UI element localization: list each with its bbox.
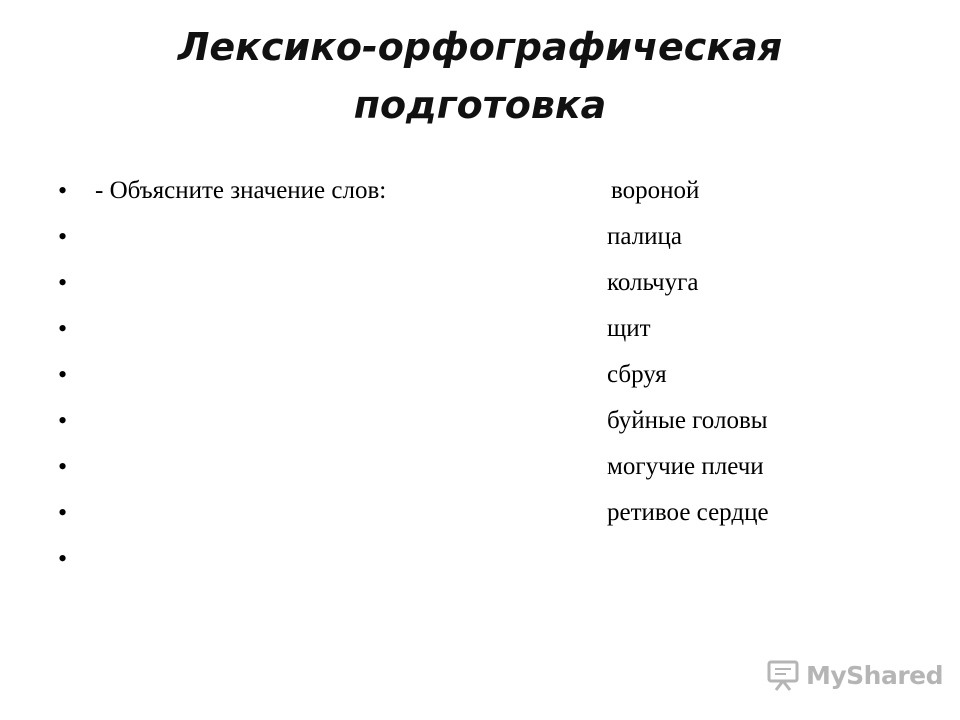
bullet-marker (58, 185, 70, 197)
bullet-marker (58, 231, 70, 243)
vocab-word: щит (607, 315, 651, 342)
myshared-watermark (766, 655, 943, 695)
bullet-marker (58, 323, 70, 335)
watermark-text: MyShared (806, 660, 944, 690)
intro-instruction: - Объясните значение слов: (95, 177, 387, 204)
vocab-word: ретивое сердце (607, 499, 769, 526)
bullet-marker (58, 277, 70, 289)
vocab-word: палица (607, 223, 683, 250)
vocab-word: кольчуга (607, 269, 699, 296)
slide-title: Лексико-орфографическая подготовка (177, 25, 783, 127)
vocab-word: вороной (611, 177, 700, 204)
vocab-word: могучие плечи (607, 453, 764, 480)
bullet-marker (58, 415, 70, 427)
bullet-marker (58, 461, 70, 473)
bullet-marker (58, 507, 70, 519)
vocab-word: сбруя (607, 361, 667, 388)
presentation-board-icon (766, 658, 800, 692)
vocab-word: буйные головы (607, 407, 768, 434)
bullet-marker (58, 369, 70, 381)
bullet-marker (58, 553, 70, 565)
